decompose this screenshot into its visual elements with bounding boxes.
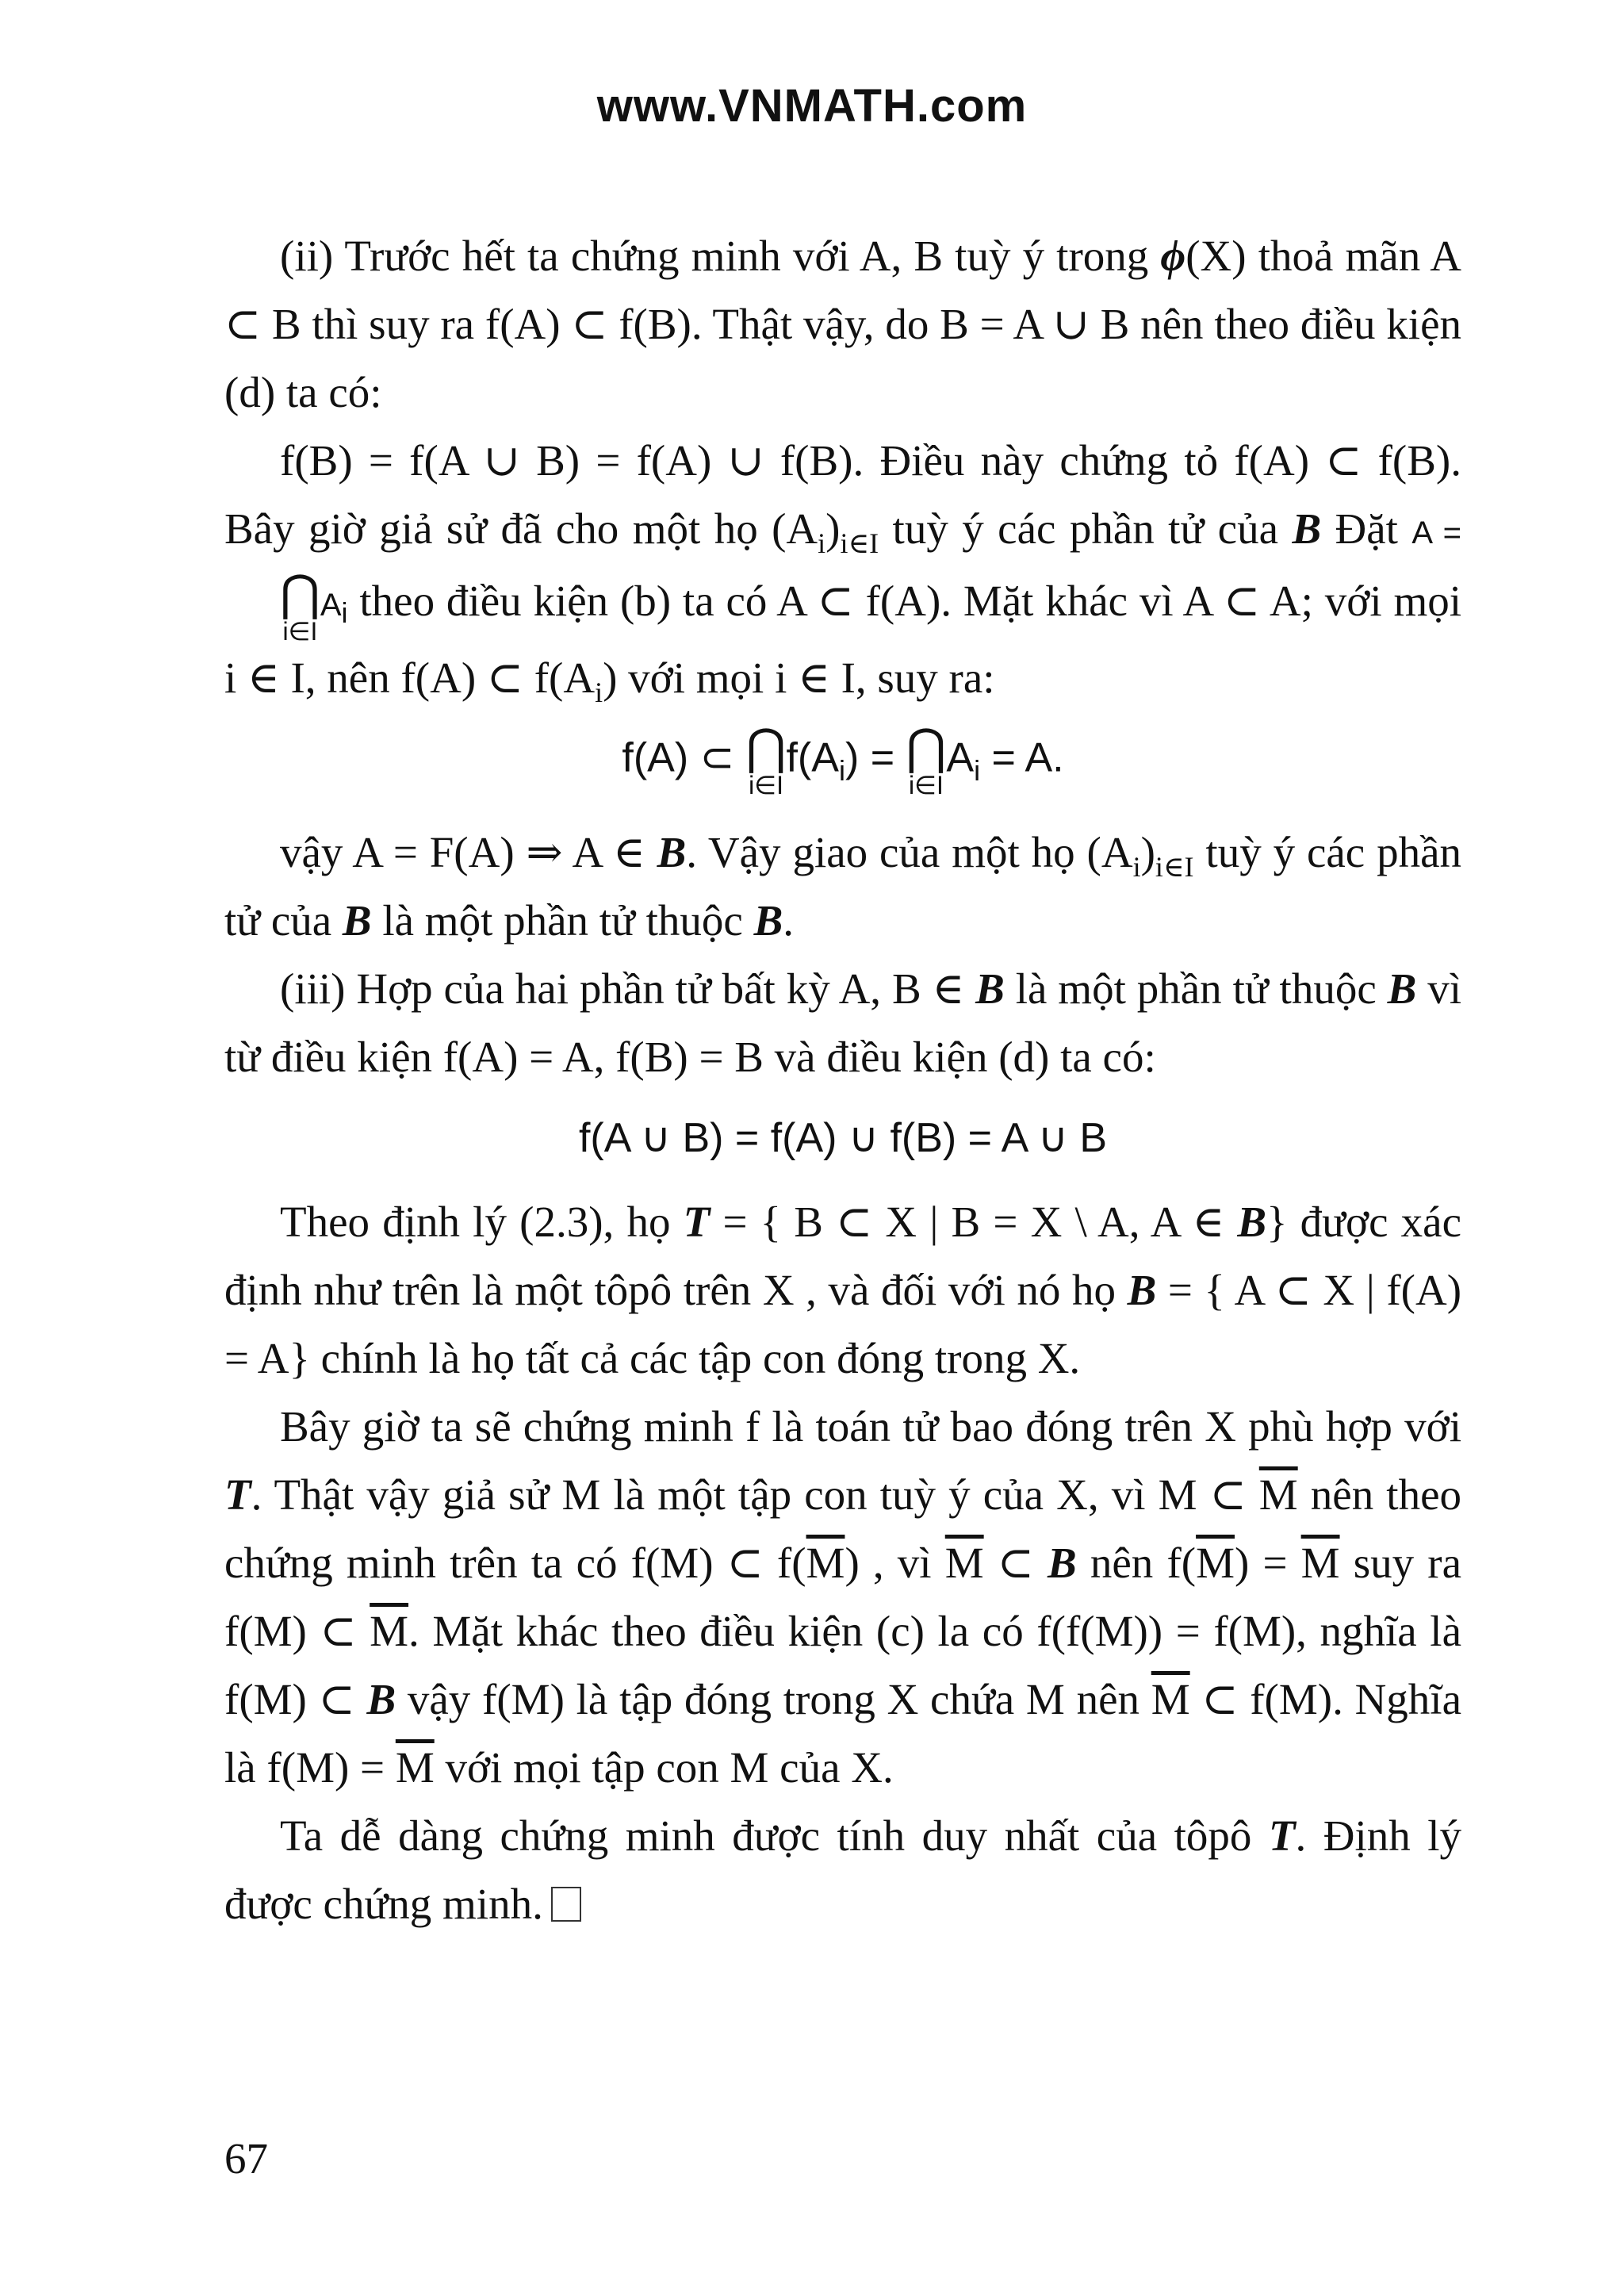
equation-union: f(A ∪ B) = f(A) ∪ f(B) = A ∪ B — [578, 1115, 1108, 1162]
site-header: www.VNMATH.com — [596, 80, 1028, 132]
paragraph-iii: (iii) Hợp của hai phần tử bất kỳ A, B ∈ B là một phần tử thuộc B vì từ điều kiện f(A) = A, f(B) = B và điều kiện (d) ta có: — [224, 964, 1462, 1082]
page-number: 67 — [224, 2134, 268, 2183]
paragraph-uniqueness: Ta dễ dàng chứng minh được tính duy nhất của tôpô T. Định lý được chứng minh. — [224, 1811, 1462, 1929]
inline-formula: A = ⋂ i∈I $A_i$ — [280, 516, 1462, 646]
paragraph-theorem-topology: Theo định lý (2.3), họ T = { B ⊂ X | B = X \ A, A ∈ B} được xác định như trên là một tôpô trên X , và đối với nó họ B = { A ⊂ X | f(A) = A} chính là họ tất cả các tập con đóng trong X. — [224, 1198, 1462, 1383]
paragraph-closure-operator: Bây giờ ta sẽ chứng minh f là toán tử bao đóng trên X phù hợp với T. Thật vậy giả sử M là một tập con tuỳ ý của X, vì M ⊂ $\overline{M}$ nên theo chứng minh trên ta có f(M) ⊂ $f(\overline{M})$ , vì $\overline{M}$ ⊂ B nên $f(\overline{M}) = \overline{M}$ suy ra f(M) ⊂ $\overline{M}$. Mặt khác theo điều kiện (c) la có f(f(M)) = f(M), nghĩa là f(M) ⊂ B vậy f(M) là tập đóng trong X chứa M nên $\overline{M}$ ⊂ f(M). Nghĩa là $f(M) = \overline{M}$ với mọi tập con M của X. — [224, 1402, 1461, 1792]
paragraph-proof-intersection: f(B) = f(A ∪ B) = f(A) ∪ f(B). Điều này chứng tỏ f(A) ⊂ f(B). Bây giờ giả sử đã cho một họ $(A_i)_{i\in I}$ tuỳ ý các phần tử của B Đặt A = ⋂ i∈I $A_i$ theo điều kiện (b) ta có A ⊂ f(A). Mặt khác vì A ⊂ A; với mọi i ∈ I, nên f(A) ⊂ $f(A_i)$ với mọi i ∈ I, suy ra: — [224, 436, 1462, 709]
paragraph-ii: (ii) Trước hết ta chứng minh với A, B tuỳ ý trong ϕ(X) thoả mãn A ⊂ B thì suy ra f(A) ⊂ f(B). Thật vậy, do B = A ∪ B nên theo điều kiện (d) ta có: — [224, 232, 1462, 416]
body-text — [224, 222, 1461, 1938]
qed-box-icon — [551, 1887, 581, 1922]
equation-intersection: f(A) ⊂ ⋂ i∈I $f(A_i)$ = ⋂ i∈I $A_i = A$. — [622, 720, 1064, 800]
paragraph-conclusion-intersection: vậy A = F(A) ⇒ A ∈ B. Vậy giao của một họ $(A_i)_{i\in I}$ tuỳ ý các phần tử của B là một phần tử thuộc B. — [224, 828, 1461, 945]
